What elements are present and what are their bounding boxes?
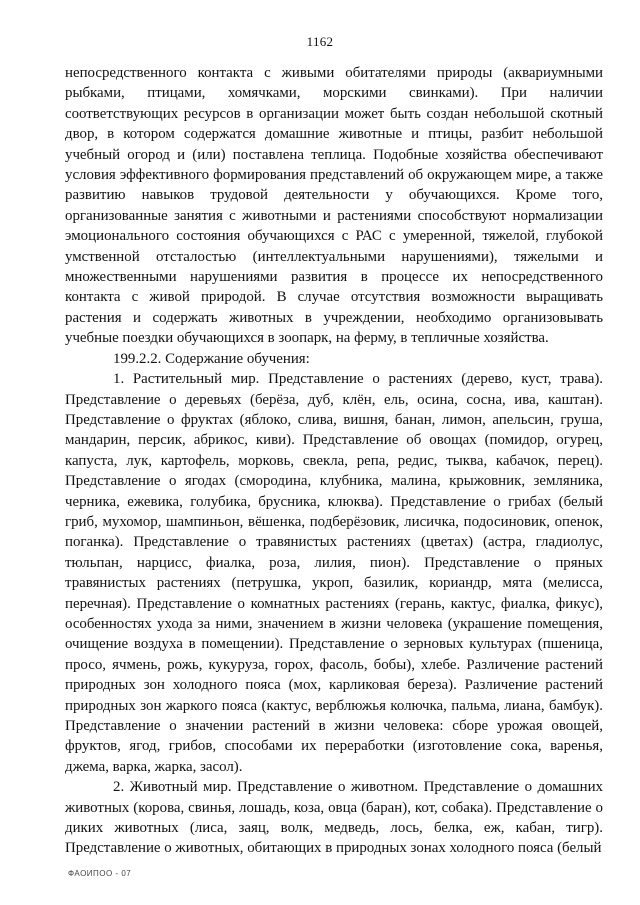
paragraph-plant-world: 1. Растительный мир. Представление о растениях (дерево, куст, трава). Представление о деревьях (берёза, дуб, клён, ель, осина, сосна, ива, каштан). Представление о фруктах (яблоко, слива, вишня, банан, лимон, апельсин, груша, мандарин, персик, абрикос, киви). Представление об овощах (помидор, огурец, капуста, лук, картофель, морковь, свекла, репа, редис, тыква, кабачок, перец). Представление о ягодах (смородина, клубника, малина, крыжовник, земляника, черника, ежевика, голубика, брусника, клюква). Представление о грибах (белый гриб, мухомор, шампиньон, вёшенка, подберёзовик, лисичка, подосиновик, опенок, поганка). Представление о травянистых растениях (цветах) (астра, гладиолус, тюльпан, нарцисс, фиалка, роза, лилия, пион). Представление о пряных травянистых растениях (петрушка, укроп, базилик, кориандр, мята (мелисса, перечная). Представление о комнатных растениях (герань, кактус, фиалка, фикус), особенностях ухода за ними, значением в жизни человека (украшение помещения, очищение воздуха в помещении). Представление о зерновых культурах (пшеница, просо, ячмень, рожь, кукуруза, горох, фасоль, бобы), хлебе. Различение растений природных зон холодного пояса (мох, карликовая береза). Различение растений природных зон жаркого пояса (кактус, верблюжья колючка, пальма, лиана, бамбук). Представление о значении растений в жизни человека: сборе урожая овощей, фруктов, ягод, грибов, способами их переработки (изготовление сока, варенья, джема, варка, жарка, засол). bbox=[65, 371, 603, 775]
document-body bbox=[65, 63, 603, 859]
page-number: 1162 bbox=[306, 34, 334, 49]
paragraph-animal-world: 2. Животный мир. Представление о животном. Представление о домашних животных (корова, свинья, лошадь, коза, овца (баран), кот, собака). Представление о диких животных (лиса, заяц, волк, медведь, лось, белка, еж, кабан, тигр). Представление о животных, обитающих в природных зонах холодного пояса (белый bbox=[65, 779, 603, 857]
footer-mark: ФАОИПОО - 07 bbox=[68, 869, 132, 878]
paragraph-intro-continuation: непосредственного контакта с живыми обитателями природы (аквариумными рыбками, птицами, хомячками, морскими свинками). При наличии соответствующих ресурсов в организации может быть создан небольшой скотный двор, в котором содержатся домашние животные и птицы, разбит небольшой учебный огород и (или) поставлена теплица. Подобные хозяйства обеспечивают условия эффективного формирования представлений об окружающем мире, а также развитию навыков трудовой деятельности у обучающихся. Кроме того, организованные занятия с животными и растениями способствуют нормализации эмоционального состояния обучающихся с РАС с умеренной, тяжелой, глубокой умственной отсталостью (интеллектуальными нарушениями), тяжелыми и множественными нарушениями развития в процессе их непосредственного контакта с живой природой. В случае отсутствия возможности выращивать растения и содержать животных в учреждении, необходимо организовывать учебные поездки обучающихся в зоопарк, на ферму, в тепличные хозяйства. bbox=[65, 65, 603, 347]
section-heading-199-2-2: 199.2.2. Содержание обучения: bbox=[113, 350, 310, 367]
